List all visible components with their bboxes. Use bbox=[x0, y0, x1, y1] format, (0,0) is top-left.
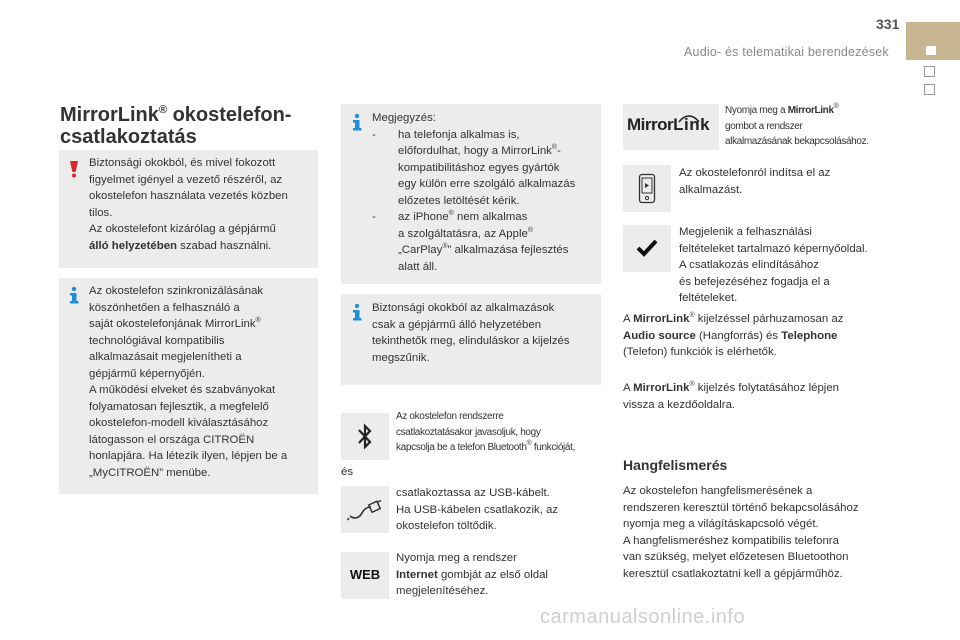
sync-line: A működési elveket és szabványokat bbox=[89, 384, 276, 396]
smartphone-tile bbox=[623, 165, 671, 212]
usb-tile bbox=[341, 486, 389, 533]
info-icon bbox=[67, 286, 81, 304]
web-tile[interactable] bbox=[341, 552, 389, 599]
sync-line: Az okostelefon szinkronizálásának bbox=[89, 285, 264, 297]
apps-safety-box: Biztonsági okokból az alkalmazások csak a gépjármű álló helyzetében tekinthetők meg, elinduláskor a kijelzés megszűnik. bbox=[341, 294, 601, 385]
bluetooth-text: Az okostelefon rendszerre csatlakoztatásakor javasoljuk, hogy kapcsolja be a telefon Bluetooth® funkcióját, bbox=[396, 411, 575, 453]
note-item-1: - ha telefonja alkalmas is, előfordulhat, hogy a MirrorLink®- kompatibilitáshoz egyes gyártók egy külön erre szolgáló alkalmazás előzetes letöltését kérik. bbox=[372, 128, 576, 207]
safety-line: álló helyzetében szabad használni. bbox=[89, 239, 272, 252]
warning-icon bbox=[67, 160, 81, 178]
section-tab-active[interactable] bbox=[906, 22, 960, 60]
mirrorlink-text: Nyomja meg a MirrorLink® gombot a rendszer alkalmazásának bekapcsolásához. bbox=[725, 103, 869, 147]
smartphone-icon bbox=[638, 173, 656, 204]
section-tab-empty-2[interactable] bbox=[924, 84, 935, 95]
watermark: carmanualsonline.info bbox=[540, 606, 746, 628]
bluetooth-tile bbox=[341, 413, 389, 460]
mirrorlink-logo: MirrorLink bbox=[627, 115, 711, 134]
terms-text: Megjelenik a felhasználási feltételeket tartalmazó képernyőoldal. A csatlakozás elindításához és befejezéséhez fogadja el a feltételeket. bbox=[679, 226, 868, 304]
audio-source-paragraph: A MirrorLink® kijelzéssel párhuzamosan az Audio source (Hangforrás) és Telephone (Telefon) funkciók is elérhetők. bbox=[623, 312, 844, 358]
safety-line: Az okostelefont kizárólag a gépjármű bbox=[89, 223, 276, 235]
tab-square-icon bbox=[926, 46, 936, 55]
sync-info-box bbox=[59, 278, 318, 494]
note-item-2: - az iPhone® nem alkalmas a szolgáltatásra, az Apple® „CarPlay®” alkalmazása fejlesztés alatt áll. bbox=[372, 210, 569, 273]
sync-line: okostelefon-modell kiválasztásához bbox=[89, 417, 269, 429]
safety-line: tilos. bbox=[89, 206, 113, 219]
sync-line: látogasson el országa CITROËN bbox=[89, 433, 255, 446]
sync-line: köszönhetően a felhasználó a bbox=[89, 301, 240, 314]
voice-section-title: Hangfelismerés bbox=[623, 457, 728, 473]
usb-cable-icon bbox=[347, 496, 383, 523]
info-icon bbox=[350, 303, 364, 321]
safety-warning-box bbox=[59, 150, 318, 268]
sync-line: saját okostelefonjának MirrorLink® bbox=[89, 317, 261, 330]
return-home-paragraph: A MirrorLink® kijelzés folytatásához lépjen vissza a kezdőoldalra. bbox=[623, 381, 840, 411]
note-heading: Megjegyzés: bbox=[372, 112, 436, 124]
voice-text: Az okostelefon hangfelismerésének a rendszeren keresztül történő bekapcsolásához nyomja meg a világításkapcsoló végét. A hangfelismeréshez kompatibilis telefonra van szükség, melyet előzetesen Bluetoothon keresztül csatlakoztatni kell a gépjárműhöz. bbox=[623, 485, 859, 580]
info-icon bbox=[350, 113, 364, 131]
sync-line: „MyCITROËN” menübe. bbox=[89, 466, 211, 479]
checkmark-tile[interactable] bbox=[623, 225, 671, 272]
note-box bbox=[341, 104, 601, 284]
web-icon-label: WEB bbox=[349, 567, 381, 582]
mirrorlink-tile[interactable] bbox=[623, 104, 719, 150]
usb-text: csatlakoztassa az USB-kábelt. Ha USB-kábelen csatlakozik, az okostelefon töltődik. bbox=[396, 487, 559, 532]
sync-line: folyamatosan fejlesztik, a megfelelő bbox=[89, 400, 269, 413]
sync-line: alkalmazásait megjelenítheti a bbox=[89, 351, 242, 363]
section-tab-empty-1[interactable] bbox=[924, 66, 935, 77]
checkmark-icon bbox=[636, 238, 658, 258]
page-title: MirrorLink® okostelefon- csatlakoztatás bbox=[60, 104, 292, 148]
web-text: Nyomja meg a rendszer Internet gombját az első oldal megjelenítéséhez. bbox=[396, 552, 548, 597]
page-number: 331 bbox=[876, 16, 900, 32]
sync-line: honlapjára. Ha létezik ilyen, lépjen be a bbox=[89, 450, 288, 462]
safety-line: Biztonsági okokból, és mivel fokozott bbox=[89, 157, 276, 169]
mirrorlink-arc-icon bbox=[677, 113, 701, 123]
safety-line: figyelmet igényel a vezető részéről, az bbox=[89, 173, 283, 186]
bluetooth-icon bbox=[355, 422, 375, 451]
sync-line: technológiával kompatibilis bbox=[89, 334, 225, 347]
sync-line: gépjármű képernyőjén. bbox=[89, 367, 205, 380]
safety-line: okostelefon használata vezetés közben bbox=[89, 190, 288, 202]
and-word: és bbox=[341, 466, 354, 478]
header-title: Audio- és telematikai berendezések bbox=[684, 45, 889, 59]
launch-text: Az okostelefonról indítsa el az alkalmazást. bbox=[679, 167, 831, 196]
